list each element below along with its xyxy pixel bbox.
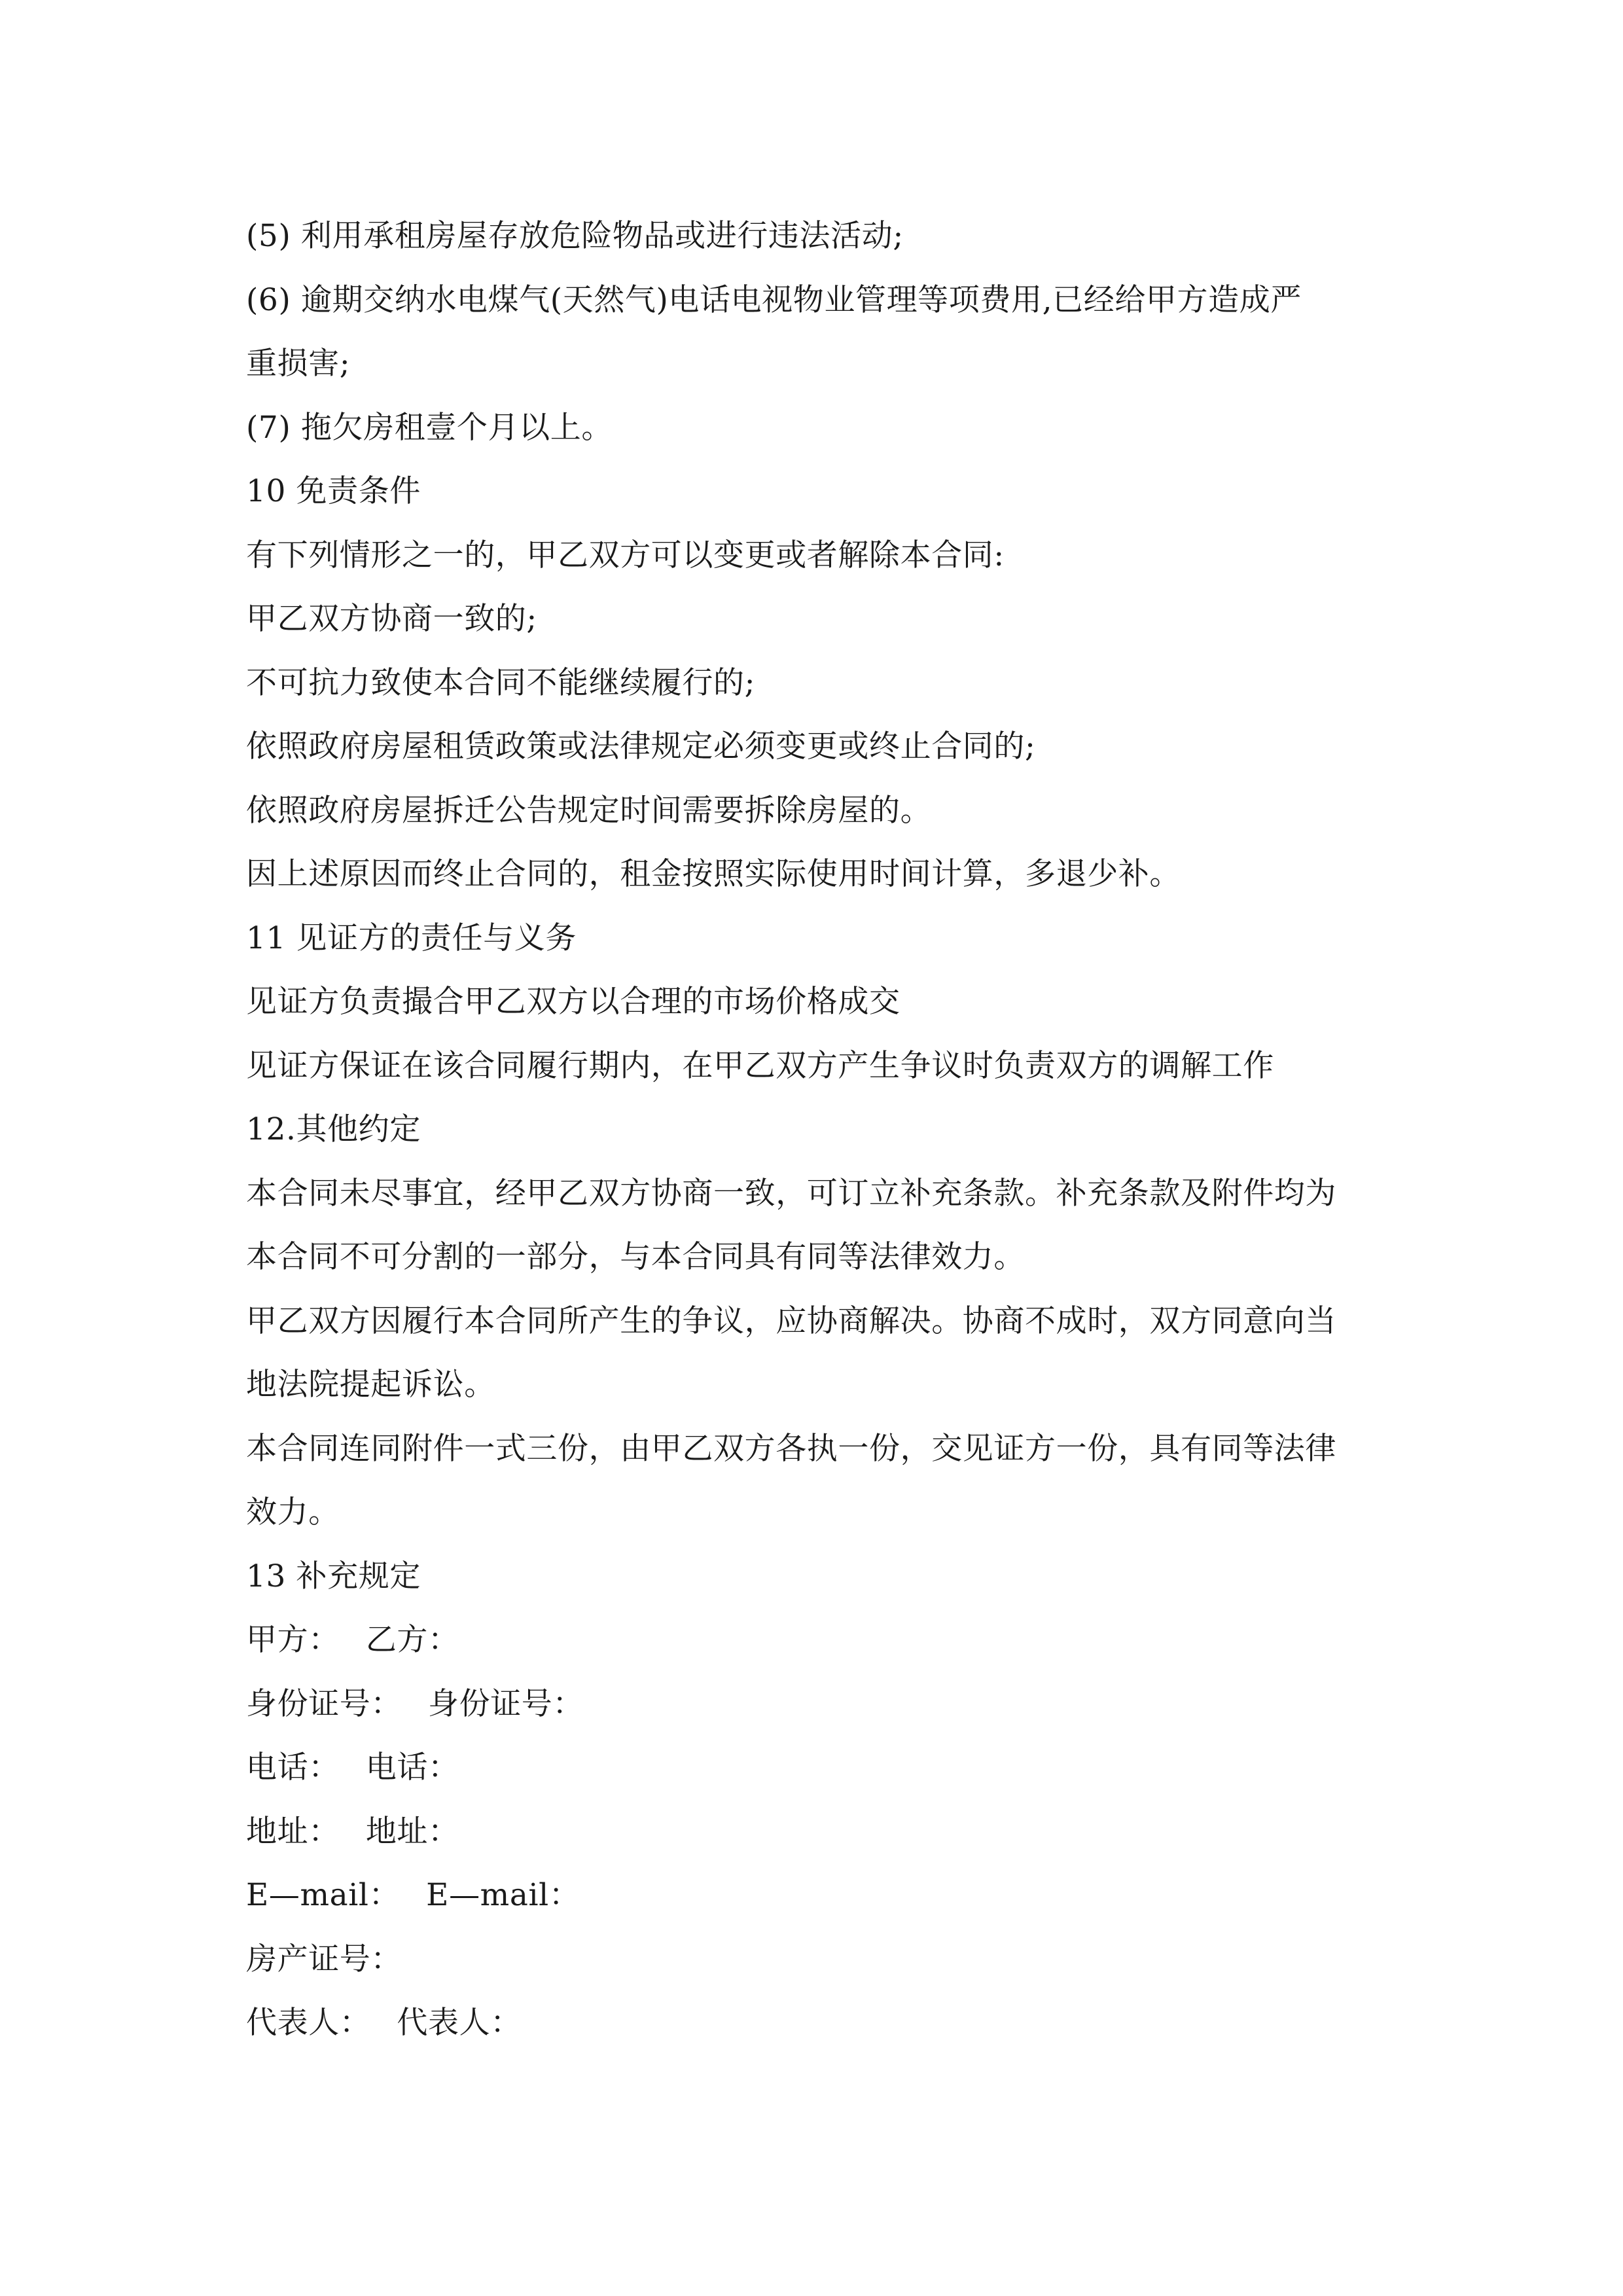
paragraph-line: 依照政府房屋拆迁公告规定时间需要拆除房屋的。 xyxy=(246,792,932,829)
clause-item-5: (5) 利用承租房屋存放危险物品或进行违法活动; xyxy=(246,218,904,254)
paragraph-line: 地法院提起诉讼。 xyxy=(246,1367,495,1403)
rep-b-label: 代表人： xyxy=(397,2005,522,2041)
paragraph-line: 本合同未尽事宜，经甲乙双方协商一致，可订立补充条款。补充条款及附件均为 xyxy=(246,1175,1336,1211)
property-cert-label: 房产证号： xyxy=(246,1941,402,1977)
email-b-label: E—mail： xyxy=(426,1877,580,1913)
party-a-label: 甲方： xyxy=(246,1622,340,1658)
phone-a-label: 电话： xyxy=(246,1749,340,1785)
clause-item-6: (6) 逾期交纳水电煤气(天然气)电话电视物业管理等项费用,已经给甲方造成严 xyxy=(246,281,1302,318)
paragraph-line: 因上述原因而终止合同的，租金按照实际使用时间计算，多退少补。 xyxy=(246,856,1181,892)
paragraph-line: 见证方负责撮合甲乙双方以合理的市场价格成交 xyxy=(246,984,901,1020)
id-b-label: 身份证号： xyxy=(428,1685,584,1722)
section-heading-12: 12.其他约定 xyxy=(246,1111,421,1147)
phone-b-label: 电话： xyxy=(365,1749,459,1785)
signature-row-id xyxy=(246,1672,1398,1736)
paragraph-line: 本合同不可分割的一部分，与本合同具有同等法律效力。 xyxy=(246,1239,1025,1275)
signature-row-address xyxy=(246,1800,1398,1864)
section-heading-10: 10 免责条件 xyxy=(246,473,421,509)
address-b-label: 地址： xyxy=(365,1813,459,1850)
paragraph-line: 本合同连同附件一式三份，由甲乙双方各执一份，交见证方一份，具有同等法律 xyxy=(246,1430,1336,1467)
document-body xyxy=(246,204,1398,2055)
paragraph-line: 不可抗力致使本合同不能继续履行的; xyxy=(246,664,756,701)
paragraph-line: 甲乙双方因履行本合同所产生的争议，应协商解决。协商不成时，双方同意向当 xyxy=(246,1302,1336,1339)
clause-item-6-continued: 重损害; xyxy=(246,346,351,382)
paragraph-line: 效力。 xyxy=(246,1494,340,1530)
signature-row-representative xyxy=(246,1991,1398,2055)
signature-row-phone xyxy=(246,1736,1398,1800)
id-a-label: 身份证号： xyxy=(246,1685,402,1722)
section-heading-11: 11 见证方的责任与义务 xyxy=(246,920,577,956)
signature-row-property-cert xyxy=(246,1928,1398,1992)
signature-row-party xyxy=(246,1608,1398,1672)
paragraph-line: 依照政府房屋租赁政策或法律规定必须变更或终止合同的; xyxy=(246,728,1036,764)
signature-row-email xyxy=(246,1863,1398,1928)
section-heading-13: 13 补充规定 xyxy=(246,1558,421,1594)
party-b-label: 乙方： xyxy=(365,1622,459,1658)
email-a-label: E—mail： xyxy=(246,1877,401,1913)
address-a-label: 地址： xyxy=(246,1813,340,1850)
paragraph-line: 甲乙双方协商一致的; xyxy=(246,601,537,637)
clause-item-7: (7) 拖欠房租壹个月以上。 xyxy=(246,409,613,446)
paragraph-line: 见证方保证在该合同履行期内，在甲乙双方产生争议时负责双方的调解工作 xyxy=(246,1047,1274,1084)
rep-a-label: 代表人： xyxy=(246,2005,371,2041)
paragraph-line: 有下列情形之一的，甲乙双方可以变更或者解除本合同: xyxy=(246,537,1005,573)
